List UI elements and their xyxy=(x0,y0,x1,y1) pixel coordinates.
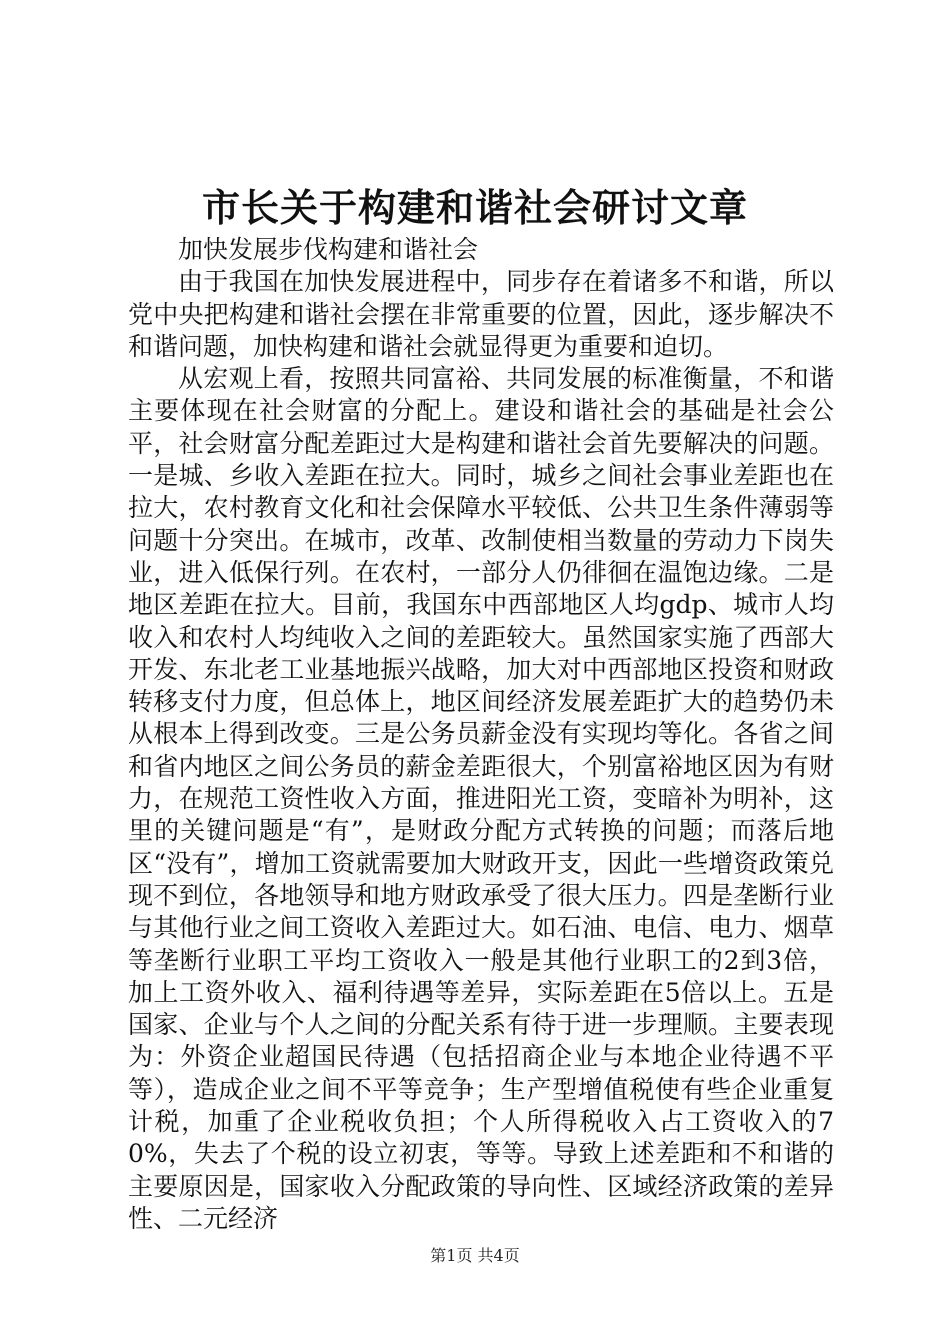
body-paragraph: 由于我国在加快发展进程中，同步存在着诸多不和谐，所以党中央把构建和谐社会摆在非常重要的位置，因此，逐步解决不和谐问题，加快构建和谐社会就显得更为重要和迫切。 xyxy=(128,267,834,361)
subtitle-paragraph: 加快发展步伐构建和谐社会 xyxy=(178,235,479,264)
document-body xyxy=(128,234,834,1235)
document-title: 市长关于构建和谐社会研讨文章 xyxy=(201,185,748,230)
page-number-footer: 第1页 共4页 xyxy=(430,1246,520,1265)
body-paragraph: 从宏观上看，按照共同富裕、共同发展的标准衡量，不和谐主要体现在社会财富的分配上。建设和谐社会的基础是社会公平，社会财富分配差距过大是构建和谐社会首先要解决的问题。一是城、乡收入差距在拉大。同时，城乡之间社会事业差距也在拉大，农村教育文化和社会保障水平较低、公共卫生条件薄弱等问题十分突出。在城市，改革、改制使相当数量的劳动力下岗失业，进入低保行列。在农村，一部分人仍徘徊在温饱边缘。二是地区差距在拉大。目前，我国东中西部地区人均gdp、城市人均收入和农村人均纯收入之间的差距较大。虽然国家实施了西部大开发、东北老工业基地振兴战略，加大对中西部地区投资和财政转移支付力度，但总体上，地区间经济发展差距扩大的趋势仍未从根本上得到改变。三是公务员薪金没有实现均等化。各省之间和省内地区之间公务员的薪金差距很大，个别富裕地区因为有财力，在规范工资性收入方面，推进阳光工资，变暗补为明补，这里的关键问题是“有”，是财政分配方式转换的问题；而落后地区“没有”，增加工资就需要加大财政开支，因此一些增资政策兑现不到位，各地领导和地方财政承受了很大压力。四是垄断行业与其他行业之间工资收入差距过大。如石油、电信、电力、烟草等垄断行业职工平均工资收入一般是其他行业职工的2到3倍，加上工资外收入、福利待遇等差异，实际差距在5倍以上。五是国家、企业与个人之间的分配关系有待于进一步理顺。主要表现为：外资企业超国民待遇（包括招商企业与本地企业待遇不平等），造成企业之间不平等竞争；生产型增值税使有些企业重复计税，加重了企业税收负担；个人所得税收入占工资收入的70%，失去了个税的设立初衷，等等。导致上述差距和不和谐的主要原因是，国家收入分配政策的导向性、区域经济政策的差异性、二元经济 xyxy=(128,364,834,1233)
